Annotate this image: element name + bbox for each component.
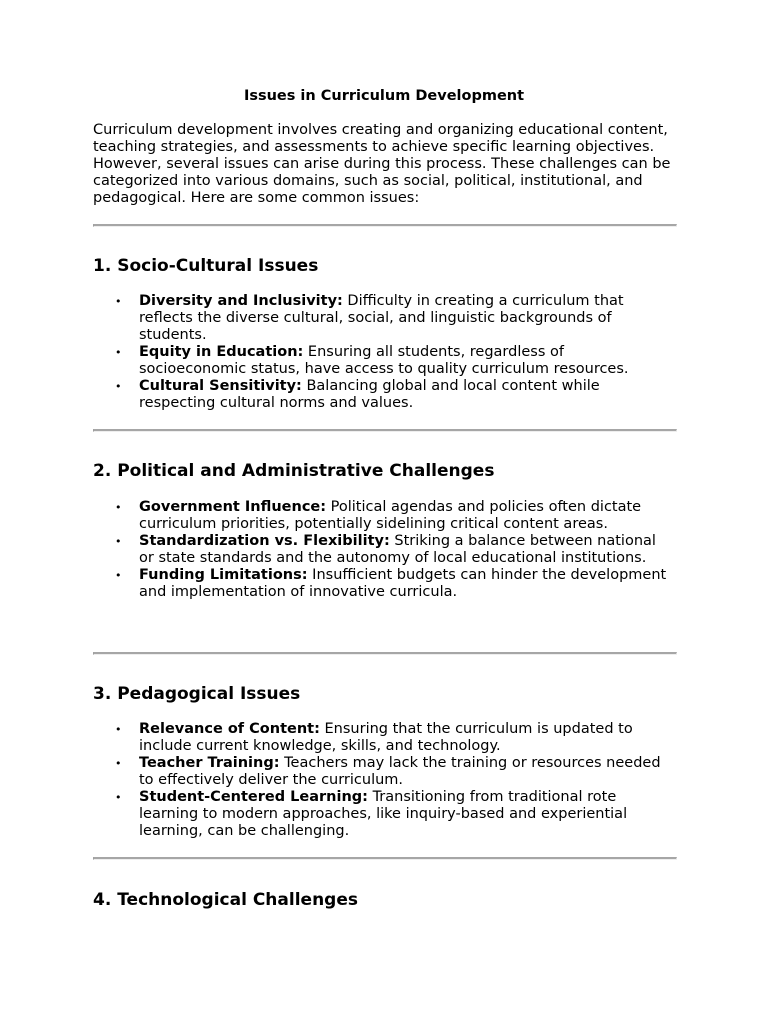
item-text: Political agendas and policies often dictate curriculum priorities, potentially sidelining critical content areas. bbox=[139, 499, 642, 532]
item-text: Ensuring that the curriculum is updated to include current knowledge, skills, and technology. bbox=[139, 721, 633, 754]
list-item bbox=[93, 721, 675, 755]
section-divider bbox=[93, 224, 677, 227]
item-term: Funding Limitations: bbox=[139, 567, 308, 583]
item-text: Insufficient budgets can hinder the development and implementation of innovative curricula. bbox=[139, 567, 667, 600]
section-divider bbox=[93, 857, 677, 860]
list-item bbox=[93, 378, 675, 412]
section-heading-pedagogical: 3. Pedagogical Issues bbox=[93, 684, 301, 704]
item-text: Striking a balance between national or state standards and the autonomy of local educational institutions. bbox=[139, 533, 656, 566]
item-text: Teachers may lack the training or resources needed to effectively deliver the curriculum. bbox=[139, 755, 661, 788]
bullet-icon: • bbox=[115, 791, 122, 804]
item-term: Teacher Training: bbox=[139, 755, 280, 771]
item-text: Difficulty in creating a curriculum that reflects the diverse cultural, social, and linguistic backgrounds of students. bbox=[139, 293, 624, 343]
section-list-pedagogical bbox=[93, 721, 675, 840]
list-item bbox=[93, 789, 675, 840]
item-term: Government Influence: bbox=[139, 499, 327, 515]
item-term: Student-Centered Learning: bbox=[139, 789, 368, 805]
bullet-icon: • bbox=[115, 346, 122, 359]
list-item bbox=[93, 567, 675, 601]
list-item bbox=[93, 344, 675, 378]
intro-paragraph: Curriculum development involves creating and organizing educational content, teaching strategies, and assessments to achieve specific learning objectives. However, several issues can arise during this process. These challenges can be categorized into various domains, such as social, political, institutional, and pedagogical. Here are some common issues: bbox=[93, 122, 671, 206]
list-item bbox=[93, 755, 675, 789]
section-heading-political: 2. Political and Administrative Challenges bbox=[93, 461, 495, 481]
section-list-political bbox=[93, 499, 675, 601]
item-term: Diversity and Inclusivity: bbox=[139, 293, 343, 309]
bullet-icon: • bbox=[115, 380, 122, 393]
section-heading-socio-cultural: 1. Socio-Cultural Issues bbox=[93, 256, 319, 276]
section-divider bbox=[93, 429, 677, 432]
bullet-icon: • bbox=[115, 501, 122, 514]
list-item bbox=[93, 499, 675, 533]
item-text: Balancing global and local content while respecting cultural norms and values. bbox=[139, 378, 600, 411]
item-text: Transitioning from traditional rote learning to modern approaches, like inquiry-based and experiential learning, can be challenging. bbox=[139, 789, 628, 839]
item-text: Ensuring all students, regardless of socioeconomic status, have access to quality curriculum resources. bbox=[139, 344, 629, 377]
bullet-icon: • bbox=[115, 535, 122, 548]
section-heading-technological: 4. Technological Challenges bbox=[93, 890, 358, 910]
bullet-icon: • bbox=[115, 757, 122, 770]
item-term: Relevance of Content: bbox=[139, 721, 320, 737]
document-title: Issues in Curriculum Development bbox=[243, 88, 525, 104]
item-term: Cultural Sensitivity: bbox=[139, 378, 302, 394]
bullet-icon: • bbox=[115, 295, 122, 308]
item-term: Equity in Education: bbox=[139, 344, 304, 360]
item-term: Standardization vs. Flexibility: bbox=[139, 533, 390, 549]
section-divider bbox=[93, 652, 677, 655]
section-list-socio-cultural bbox=[93, 293, 675, 412]
list-item bbox=[93, 533, 675, 567]
bullet-icon: • bbox=[115, 723, 122, 736]
list-item bbox=[93, 293, 675, 344]
bullet-icon: • bbox=[115, 569, 122, 582]
